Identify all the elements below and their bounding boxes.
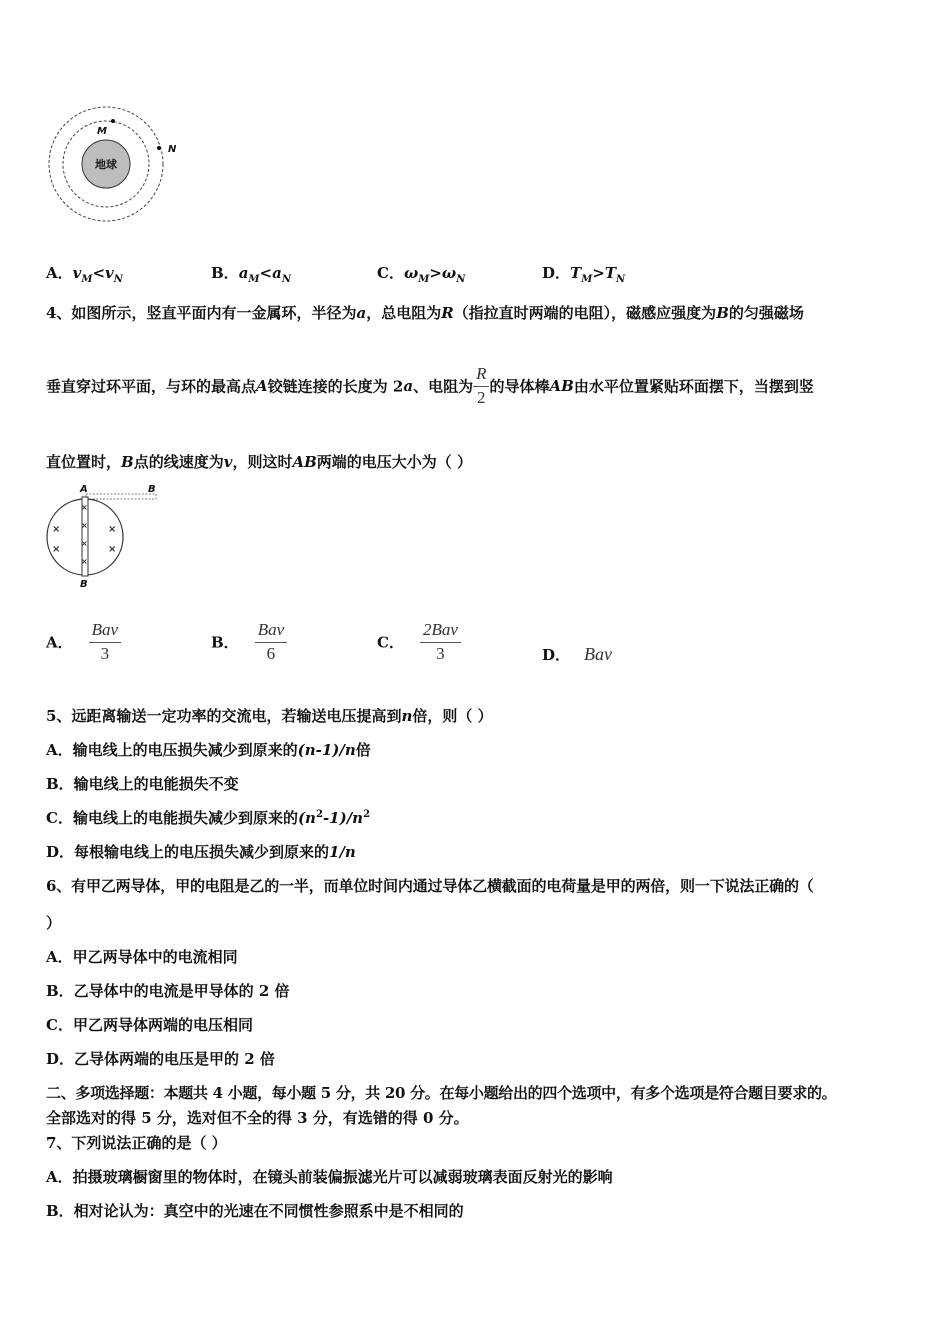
- q3-option-d: D．$T_M>T_N$: [542, 264, 626, 285]
- q6-stem: 6、有甲乙两导体，甲的电阻是乙的一半，而单位时间内通过导体乙横截面的电荷量是甲的两倍，则一下说法正确的（: [46, 877, 814, 895]
- q3-option-c: C．$\omega_M>\omega_N$: [377, 264, 466, 285]
- q4-line-1: 4、如图所示，竖直平面内有一金属环，半径为a，总电阻为R（指拉直时两端的电阻），磁感应强度为B的匀强磁场: [46, 304, 804, 322]
- cross-mark: ×: [81, 557, 88, 566]
- ring-figure: [42, 480, 164, 592]
- cross-mark: ×: [108, 524, 117, 535]
- q7-option-b: B．相对论认为：真空中的光速在不同惯性参照系中是不相同的: [46, 1202, 464, 1220]
- cross-mark: ×: [52, 544, 61, 555]
- m-label: M: [97, 126, 107, 137]
- resistance-fraction: $\frac{R}{2}$: [473, 364, 489, 408]
- q6-option-d: D．乙导体两端的电压是甲的 2 倍: [46, 1050, 275, 1068]
- q7-stem: 7、下列说法正确的是（ ）: [46, 1134, 227, 1152]
- q5-option-d: D．每根输电线上的电压损失减少到原来的1/n: [46, 843, 356, 861]
- option-b-fraction: $\frac{\text{Bav}}{6}$: [255, 620, 287, 664]
- q4-line-3: 直位置时，B点的线速度为v，则这时AB两端的电压大小为（ ）: [46, 453, 473, 471]
- n-label: N: [168, 144, 177, 155]
- section-2-scoring: 全部选对的得 5 分，选对但不全的得 3 分，有选错的得 0 分。: [46, 1109, 469, 1127]
- q6-option-a: A．甲乙两导体中的电流相同: [46, 948, 238, 966]
- point-a-label: A: [80, 484, 88, 495]
- cross-mark: ×: [81, 521, 88, 530]
- cross-mark: ×: [81, 539, 88, 548]
- earth-label: 地球: [95, 158, 117, 171]
- q6-stem-end: ）: [46, 914, 62, 932]
- q3-option-a: A．$v_M<v_N$: [46, 264, 123, 285]
- orbit-figure: [44, 102, 194, 227]
- option-a-fraction: $\frac{\text{Bav}}{3}$: [89, 620, 121, 664]
- q4-option-c: C． $\frac{\text{2Bav}}{3}$: [377, 620, 461, 664]
- q5-stem: 5、远距离输送一定功率的交流电，若输送电压提高到n倍，则（ ）: [46, 707, 493, 725]
- point-b-label: B: [148, 484, 156, 495]
- satellite-m: [111, 119, 115, 123]
- q5-option-b: B．输电线上的电能损失不变: [46, 775, 239, 793]
- q4-option-d: D． Bav: [542, 644, 612, 664]
- q4-option-b: B． $\frac{\text{Bav}}{6}$: [211, 620, 287, 664]
- satellite-n: [157, 146, 161, 150]
- q6-option-b: B．乙导体中的电流是甲导体的 2 倍: [46, 982, 290, 1000]
- horizontal-rod-dashed: [86, 494, 156, 499]
- q5-option-c: C．输电线上的电能损失减少到原来的$(n^2-1)/n^2$: [46, 809, 371, 827]
- option-c-fraction: $\frac{\text{2Bav}}{3}$: [420, 620, 461, 664]
- q7-option-a: A．拍摄玻璃橱窗里的物体时，在镜头前装偏振滤光片可以减弱玻璃表面反射光的影响: [46, 1168, 613, 1186]
- q3-option-b: B．$a_M<a_N$: [211, 264, 291, 285]
- q6-option-c: C．甲乙两导体两端的电压相同: [46, 1016, 253, 1034]
- q5-option-a: A．输电线上的电压损失减少到原来的(n-1)/n倍: [46, 741, 371, 759]
- cross-mark: ×: [108, 544, 117, 555]
- section-2-heading: 二、多项选择题：本题共 4 小题，每小题 5 分，共 20 分。在每小题给出的四个选项中，有多个选项是符合题目要求的。: [46, 1084, 837, 1102]
- point-b-bottom-label: B: [80, 579, 88, 590]
- q4-line-2: 垂直穿过环平面，与环的最高点A铰链连接的长度为 2a、电阻为 $\frac{R}{2}$ 的导体棒AB由水平位置紧贴环面摆下，当摆到竖: [46, 364, 814, 407]
- cross-mark: ×: [52, 524, 61, 535]
- cross-mark: ×: [81, 503, 88, 512]
- q4-option-a: A． $\frac{\text{Bav}}{3}$: [46, 620, 121, 664]
